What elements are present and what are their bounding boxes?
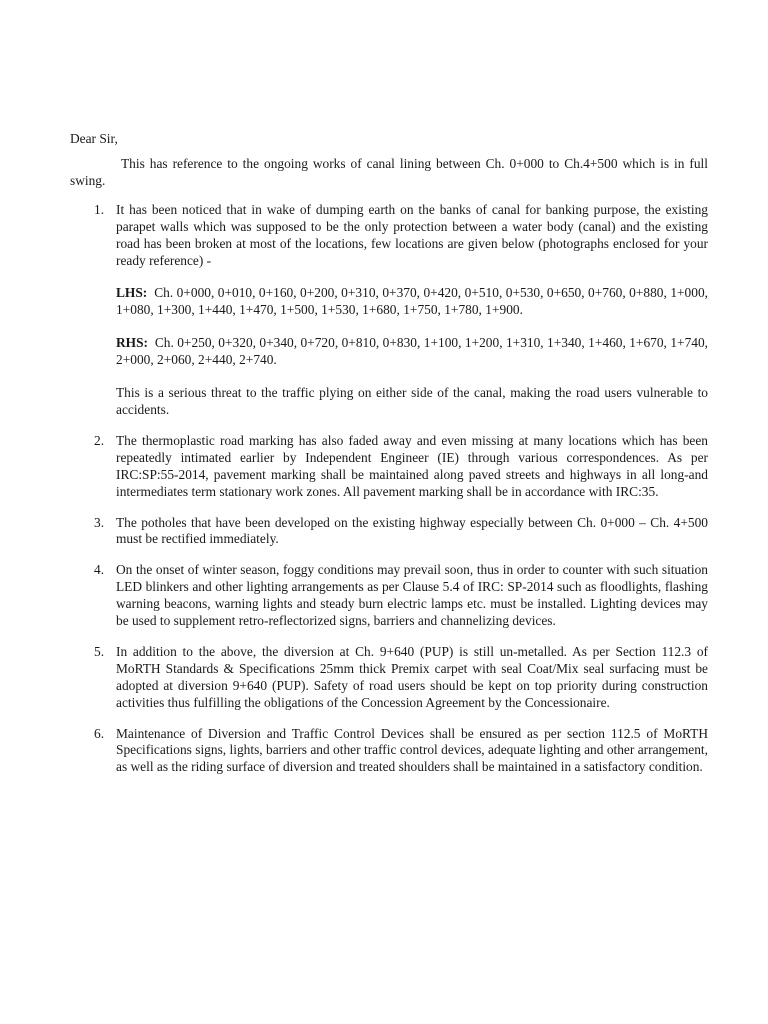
point-number: 5.	[94, 643, 105, 659]
points-list	[70, 202, 708, 776]
point-number: 4.	[94, 562, 105, 578]
letter-page	[70, 130, 708, 790]
point-text: On the onset of winter season, foggy conditions may prevail soon, thus in order to counter with such situation LED blinkers and other lighting arrangements as per Clause 5.4 of IRC: SP-2014 such as floodlights, flashing warning beacons, warning lights and steady burn electric lamps etc. must be installed. Lighting devices may be used to supplement retro-reflectorized signs, barriers and channelizing devices.	[116, 562, 708, 629]
point-number: 3.	[94, 514, 105, 530]
point-text: Maintenance of Diversion and Traffic Control Devices shall be ensured as per section 112.5 of MoRTH Specifications signs, lights, barriers and other traffic control devices, adequate lighting and other arrangement, as well as the riding surface of diversion and treated shoulders shall be maintained in a satisfactory condition.	[116, 725, 708, 775]
lhs-chainages: Ch. 0+000, 0+010, 0+160, 0+200, 0+310, 0+370, 0+420, 0+510, 0+530, 0+650, 0+760, 0+880, 1+000, 1+080, 1+300, 1+440, 1+470, 1+500, 1+530, 1+680, 1+750, 1+780, 1+900.	[116, 285, 708, 318]
point-number: 2.	[94, 432, 105, 448]
rhs-chainages: Ch. 0+250, 0+320, 0+340, 0+720, 0+810, 0+830, 1+100, 1+200, 1+310, 1+340, 1+460, 1+670, 1+740, 2+000, 2+060, 2+440, 2+740.	[116, 335, 708, 368]
point-1	[70, 202, 708, 419]
point-2	[70, 433, 708, 501]
point-5	[70, 644, 708, 712]
rhs-locations	[116, 335, 708, 369]
point-6	[70, 726, 708, 777]
point-text: In addition to the above, the diversion at Ch. 9+640 (PUP) is still un-metalled. As per Section 112.3 of MoRTH Standards & Specifications 25mm thick Premix carpet with seal Coat/Mix seal surfacing must be adopted at diversion 9+640 (PUP). Safety of road users should be kept on top priority during construction activities thus fulfilling the obligations of the Concession Agreement by the Concessionaire.	[116, 643, 708, 710]
point-4	[70, 562, 708, 630]
intro-paragraph: This has reference to the ongoing works of canal lining between Ch. 0+000 to Ch.4+500 which is in full swing.	[70, 156, 708, 188]
point-text: The potholes that have been developed on the existing highway especially between Ch. 0+000 – Ch. 4+500 must be rectified immediately.	[116, 514, 708, 547]
point-text: It has been noticed that in wake of dumping earth on the banks of canal for banking purpose, the existing parapet walls which was supposed to be the only protection between a water body (canal) and the existing road has been broken at most of the locations, few locations are given below (photographs enclosed for your ready reference) -	[116, 201, 708, 268]
point-number: 1.	[94, 201, 105, 217]
lhs-label: LHS:	[116, 285, 148, 301]
threat-text: This is a serious threat to the traffic plying on either side of the canal, making the road users vulnerable to accidents.	[116, 385, 708, 417]
point-3	[70, 515, 708, 549]
rhs-label: RHS:	[116, 335, 148, 351]
point-number: 6.	[94, 725, 105, 741]
lhs-locations	[116, 285, 708, 319]
salutation: Dear Sir,	[70, 131, 118, 146]
point-text: The thermoplastic road marking has also faded away and even missing at many locations which has been repeatedly intimated earlier by Independent Engineer (IE) through various correspondences. As per IRC:SP:55-2014, pavement marking shall be maintained along paved streets and highways in all long-and intermediates term stationary work zones. All pavement marking shall be in accordance with IRC:35.	[116, 432, 708, 499]
